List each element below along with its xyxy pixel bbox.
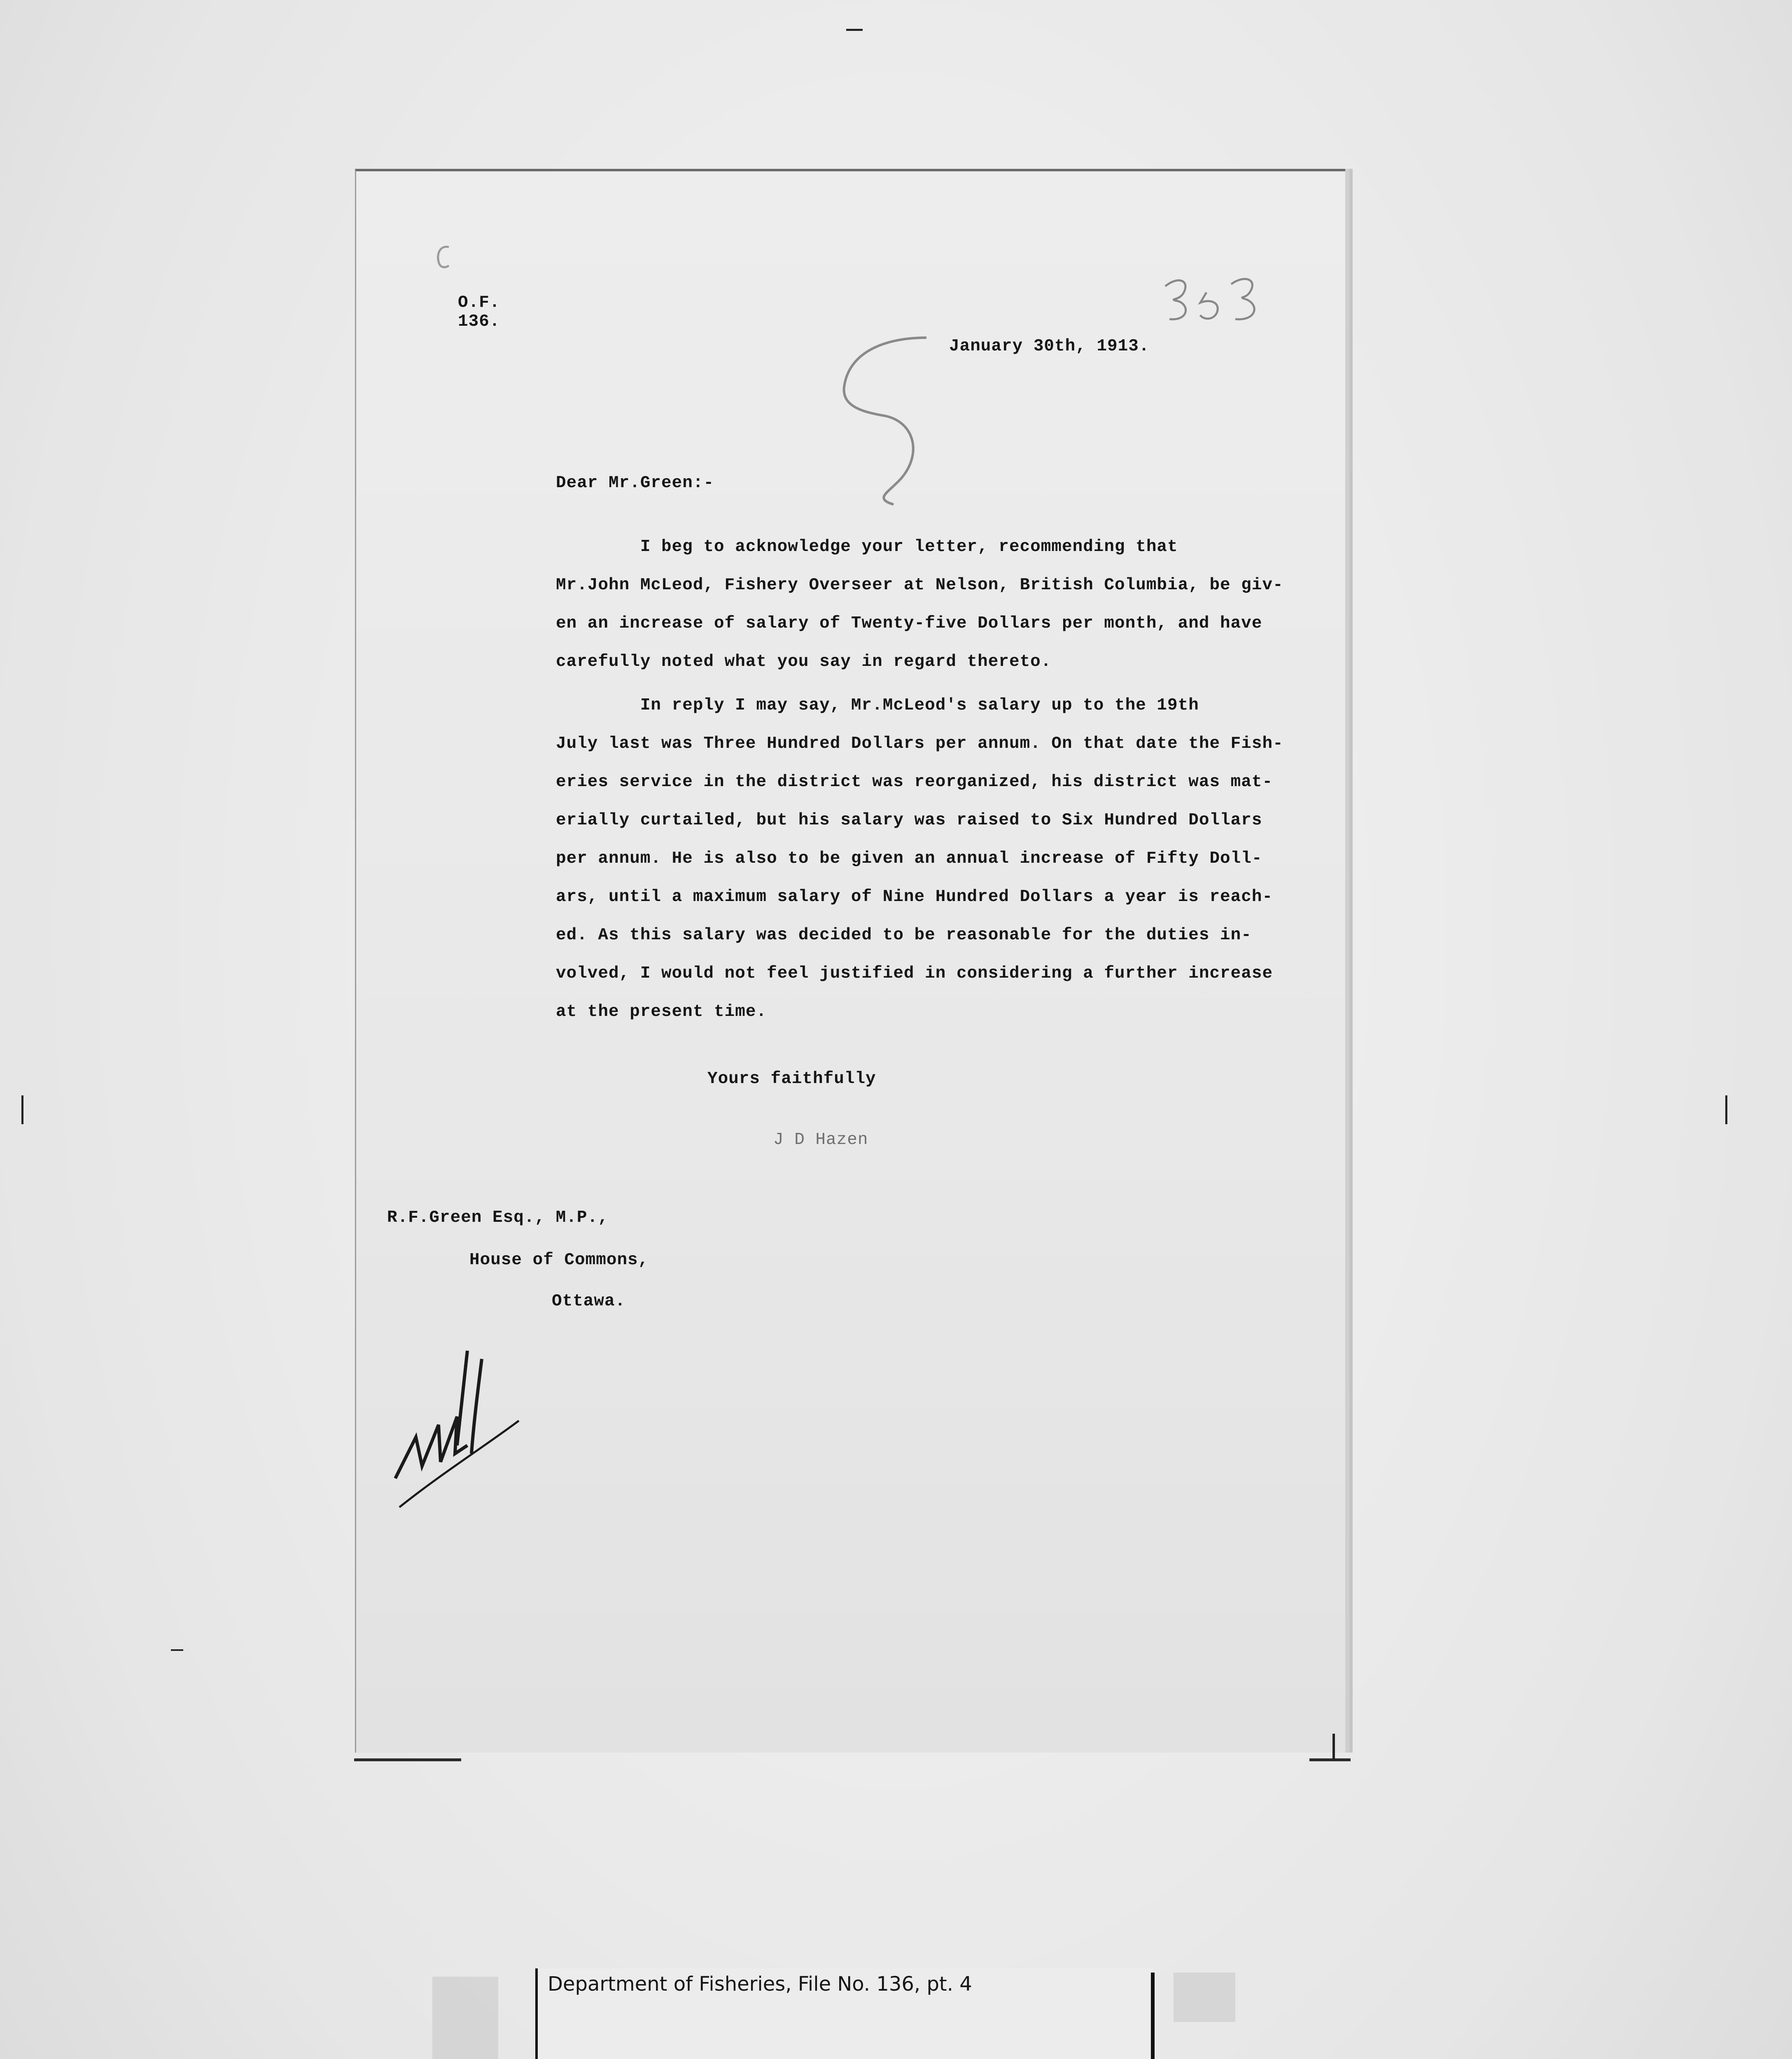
page-edge-rule: [1309, 1758, 1351, 1761]
body-line: erially curtailed, but his salary was raised to Six Hundred Dollars: [556, 811, 1262, 830]
handwritten-page-number: [1161, 274, 1285, 327]
body-line: July last was Three Hundred Dollars per annum. On that date the Fish-: [556, 734, 1283, 753]
scan-mark: [171, 1649, 183, 1651]
scan-smudge: [1174, 1973, 1235, 2022]
letter-date: January 30th, 1913.: [949, 337, 1150, 356]
body-line: ars, until a maximum salary of Nine Hundred Dollars a year is reach-: [556, 887, 1273, 906]
body-line: eries service in the district was reorganized, his district was mat-: [556, 773, 1273, 791]
letter-closing: Yours faithfully: [707, 1069, 876, 1088]
typed-signature: J D Hazen: [773, 1130, 868, 1149]
body-line: per annum. He is also to be given an annual increase of Fifty Doll-: [556, 849, 1262, 868]
address-line-2: House of Commons,: [469, 1251, 649, 1270]
scan-mark: [21, 1095, 23, 1124]
label-rule: [535, 1968, 538, 2059]
file-ref-line-1: O.F.: [458, 293, 500, 312]
address-line-1: R.F.Green Esq., M.P.,: [387, 1208, 609, 1227]
label-rule: [1151, 1973, 1155, 2059]
scan-mark: [1725, 1095, 1727, 1124]
scan-smudge: [432, 1977, 498, 2059]
body-line: volved, I would not feel justified in considering a further increase: [556, 964, 1273, 983]
archive-file-reference: Department of Fisheries, File No. 136, pt. 4: [548, 1973, 972, 1996]
pencil-mark: [432, 243, 457, 276]
body-line: In reply I may say, Mr.McLeod's salary up to the 19th: [556, 696, 1199, 715]
body-line: carefully noted what you say in regard thereto.: [556, 652, 1052, 671]
body-line: Mr.John McLeod, Fishery Overseer at Nelson, British Columbia, be giv-: [556, 576, 1283, 595]
address-line-3: Ottawa.: [552, 1292, 626, 1311]
file-ref-line-2: 136.: [458, 312, 500, 331]
body-line: en an increase of salary of Twenty-five Dollars per month, and have: [556, 614, 1262, 633]
letter-salutation: Dear Mr.Green:-: [556, 474, 714, 493]
scan-mark: [846, 29, 863, 31]
body-line: I beg to acknowledge your letter, recommending that: [556, 537, 1178, 556]
initials-mark: [387, 1342, 523, 1515]
page-edge-rule: [1332, 1734, 1335, 1760]
pencil-mark: [832, 329, 939, 511]
body-line: at the present time.: [556, 1002, 767, 1021]
body-line: ed. As this salary was decided to be reasonable for the duties in-: [556, 926, 1252, 945]
page-edge-rule: [354, 1758, 461, 1761]
